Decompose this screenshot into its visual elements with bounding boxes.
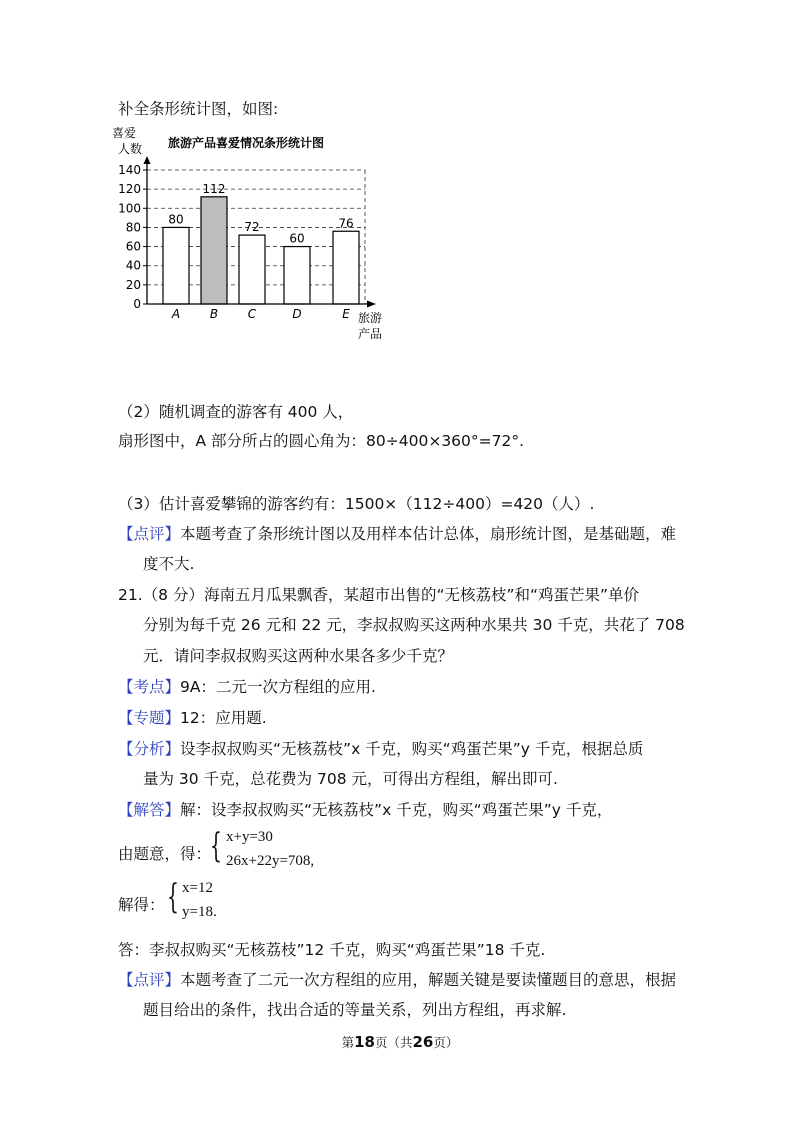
- y-tick-label: 120: [118, 182, 141, 197]
- y-axis-label-2: 人数: [118, 142, 143, 156]
- kaodian-tag: 【考点】: [118, 678, 181, 696]
- review1-line2: 度不大.: [143, 555, 195, 573]
- part3: （3）估计喜爱攀锦的游客约有：1500×（112÷400）=420（人）.: [118, 495, 595, 513]
- x-axis-label-2: 产品: [358, 327, 383, 341]
- q21-line3: 元．请问李叔叔购买这两种水果各多少千克？: [143, 647, 454, 665]
- review1-line1: 【点评】本题考查了条形统计图以及用样本估计总体，扇形统计图，是基础题，难: [118, 525, 677, 543]
- system2-eq1: x=12: [182, 880, 213, 896]
- category-label-D: D: [292, 307, 302, 321]
- category-label-A: A: [171, 307, 181, 321]
- system1-label: 由题意，得：: [118, 845, 212, 863]
- category-labels: [171, 307, 350, 321]
- review2-line2: 题目给出的条件，找出合适的等量关系，列出方程组，再求解.: [143, 1001, 567, 1019]
- x-axis-label-1: 旅游: [358, 311, 383, 325]
- system1-eq2: 26x+22y=708,: [226, 853, 315, 869]
- review2-tag: 【点评】: [118, 971, 181, 989]
- q21-line1: 21.（8 分）海南五月瓜果飘香，某超市出售的“无核荔枝”和“鸡蛋芒果”单价: [118, 586, 640, 604]
- review2-line1: 【点评】本题考查了二元一次方程组的应用，解题关键是要读懂题目的意思，根据: [118, 971, 677, 989]
- kaodian: 【考点】9A：二元一次方程组的应用.: [118, 678, 376, 696]
- system2-label: 解得：: [118, 896, 165, 914]
- y-tick-label: 40: [125, 258, 141, 273]
- x-axis-arrow: [367, 301, 376, 308]
- jieda-tag: 【解答】: [118, 801, 181, 819]
- bar-value-label-D: 60: [289, 231, 305, 246]
- system1-eq1: x+y=30: [226, 829, 273, 845]
- system2-brace: {: [167, 877, 179, 917]
- part2-line2: 扇形图中，A 部分所占的圆心角为：80÷400×360°=72°.: [118, 432, 525, 450]
- bar-D: [284, 247, 310, 304]
- y-tick-label: 80: [125, 220, 141, 235]
- bar-value-label-B: 112: [202, 181, 226, 196]
- bar-E: [333, 231, 359, 304]
- fenxi-line1: 【分析】设李叔叔购买“无核荔枝”x 千克，购买“鸡蛋芒果”y 千克，根据总质: [118, 740, 644, 758]
- part2-line1: （2）随机调查的游客有 400 人，: [118, 403, 354, 421]
- y-tick-label: 60: [125, 239, 141, 254]
- system1-brace: {: [210, 826, 222, 866]
- y-axis-label-1: 喜爱: [112, 126, 137, 140]
- chart-title: 旅游产品喜爱情况条形统计图: [168, 136, 325, 150]
- answer: 答：李叔叔购买“无核荔枝”12 千克，购买“鸡蛋芒果”18 千克.: [118, 941, 546, 959]
- y-tick-label: 140: [118, 163, 141, 177]
- total-pages: 26: [412, 1033, 434, 1051]
- bar-B: [201, 197, 227, 304]
- category-label-E: E: [342, 307, 350, 321]
- bars: [163, 197, 359, 304]
- bar-chart: [110, 122, 400, 347]
- bar-value-label-A: 80: [168, 212, 184, 227]
- bar-value-label-C: 72: [244, 220, 260, 235]
- review-tag: 【点评】: [118, 525, 181, 543]
- system2-eq2: y=18.: [182, 904, 217, 920]
- zhuanti-tag: 【专题】: [118, 709, 181, 727]
- y-tick-label: 100: [118, 201, 141, 216]
- fenxi-tag: 【分析】: [118, 740, 181, 758]
- q21-line2: 分别为每千克 26 元和 22 元，李叔叔购买这两种水果共 30 千克，共花了 708: [143, 616, 685, 634]
- fenxi-line2: 量为 30 千克，总花费为 708 元，可得出方程组，解出即可.: [143, 770, 558, 788]
- y-axis-arrow: [144, 156, 151, 164]
- bar-A: [163, 227, 189, 304]
- bar-C: [239, 235, 265, 304]
- category-label-B: B: [209, 307, 219, 321]
- category-label-C: C: [247, 307, 257, 321]
- current-page: 18: [354, 1033, 375, 1051]
- bar-value-label-E: 76: [338, 216, 354, 231]
- y-tick-label: 0: [133, 297, 141, 311]
- y-tick-label: 20: [125, 277, 141, 292]
- y-ticks: [118, 163, 147, 311]
- zhuanti: 【专题】12：应用题.: [118, 709, 267, 727]
- page-footer: 第18页（共26页）: [341, 1033, 459, 1051]
- jieda-line1: 【解答】解：设李叔叔购买“无核荔枝”x 千克，购买“鸡蛋芒果”y 千克，: [118, 801, 613, 819]
- chart-intro: 补全条形统计图，如图:: [118, 100, 279, 118]
